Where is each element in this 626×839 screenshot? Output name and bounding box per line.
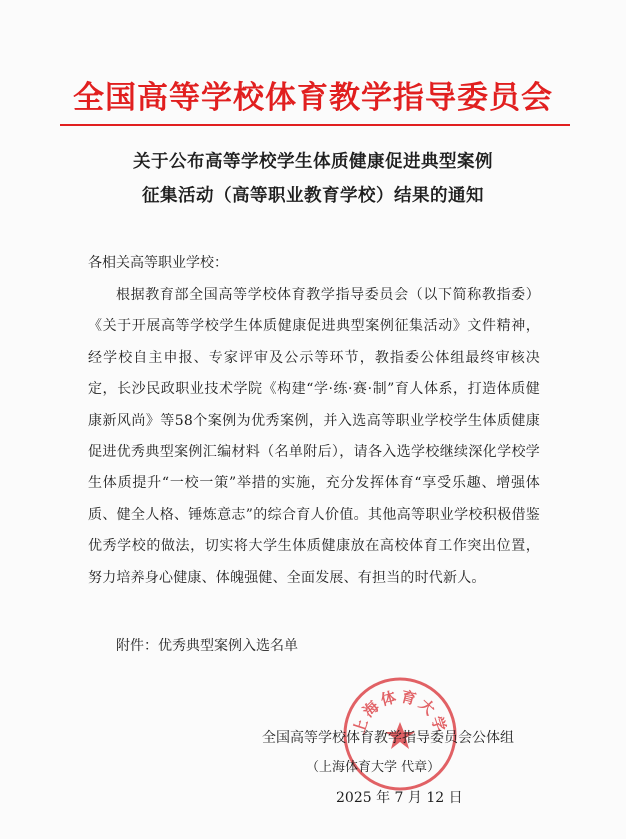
signing-substitute-seal-note: （上海体育大学 代章）: [306, 760, 441, 775]
seal-text: 上海体育大学: [349, 687, 451, 737]
issuing-organization-header: 全国高等学校体育教学指导委员会: [73, 80, 553, 116]
salutation: 各相关高等职业学校：: [88, 255, 228, 271]
signing-date: 2025 年 7 月 12 日: [336, 790, 463, 806]
red-divider-line: [60, 124, 570, 126]
signing-organization: 全国高等学校体育教学指导委员会公体组: [262, 730, 514, 746]
notice-title-line-2: 征集活动（高等职业教育学校）结果的通知: [142, 186, 484, 206]
notice-body-paragraph: 根据教育部全国高等学校体育教学指导委员会（以下简称教指委）《关于开展高等学校学生体质健康促进典型案例征集活动》文件精神，经学校自主申报、专家评审及公示等环节，教指委公体组最终审核决定，长沙民政职业技术学院《构建“学·练·赛·制”育人体系，打造体质健康新风尚》等58个案例为优秀案例，并入选高等职业学校学生体质健康促进优秀典型案例汇编材料（名单附后），请各入选学校继续深化学校学生体质提升“一校一策”举措的实施，充分发挥体育“享受乐趣、增强体质、健全人格、锤炼意志”的综合育人价值。其他高等职业学校积极借鉴优秀学校的做法，切实将大学生体质健康放在高校体育工作突出位置，努力培养身心健康、体魄强健、全面发展、有担当的时代新人。: [88, 287, 540, 586]
notice-title-line-1: 关于公布高等学校学生体质健康促进典型案例: [133, 152, 493, 172]
attachment-line: 附件：优秀典型案例入选名单: [116, 638, 298, 654]
